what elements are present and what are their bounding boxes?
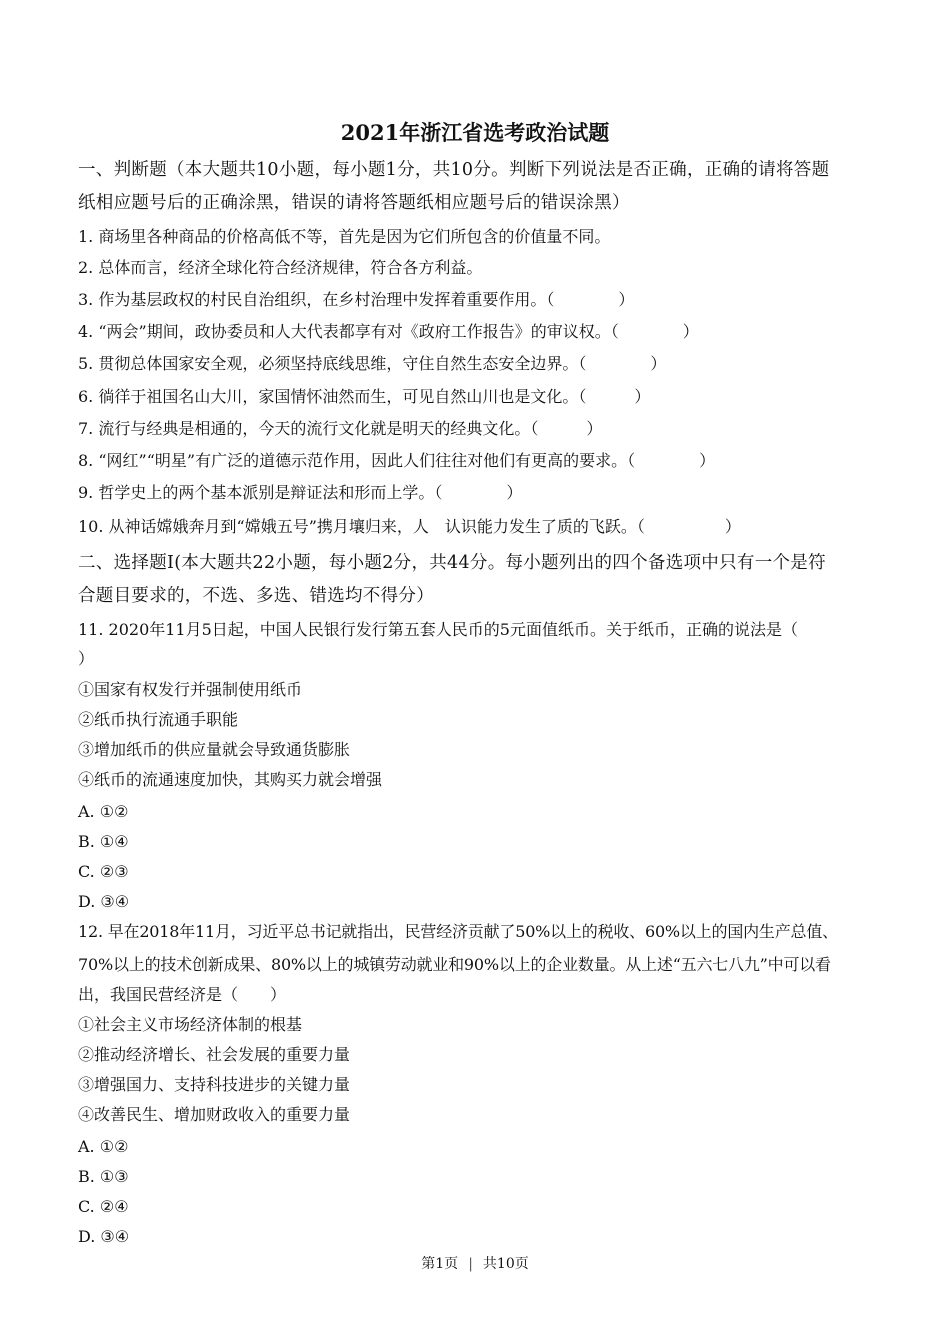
- judge-item: 8. “网红”“明星”有广泛的道德示范作用，因此人们往往对他们有更高的要求。（ ）: [78, 451, 716, 470]
- footer-separator: |: [468, 1256, 473, 1272]
- page-title: 2021年浙江省选考政治试题: [340, 120, 610, 145]
- question-stem: 12. 早在2018年11月，习近平总书记就指出，民营经济贡献了50%以上的税收、60%以上的国内生产总值、: [78, 922, 838, 941]
- judge-item: 7. 流行与经典是相通的，今天的流行文化就是明天的经典文化。（ ）: [78, 419, 603, 438]
- section1-heading: 一、判断题（本大题共10小题，每小题1分，共10分。判断下列说法是否正确，正确的请将答题: [78, 160, 830, 180]
- statement: ②推动经济增长、社会发展的重要力量: [78, 1045, 351, 1064]
- judge-item: 4. “两会”期间，政协委员和人大代表都享有对《政府工作报告》的审议权。（ ）: [78, 322, 699, 341]
- judge-item: 2. 总体而言，经济全球化符合经济规律，符合各方利益。: [78, 258, 483, 277]
- judge-item: 9. 哲学史上的两个基本派别是辩证法和形而上学。（ ）: [78, 483, 523, 502]
- statement: ①社会主义市场经济体制的根基: [78, 1015, 303, 1034]
- judge-item: 10. 从神话嫦娥奔月到“嫦娥五号”携月壤归来，人 认识能力发生了质的飞跃。（ ）: [78, 517, 741, 536]
- option: D. ③④: [78, 892, 130, 911]
- judge-item: 1. 商场里各种商品的价格高低不等，首先是因为它们所包含的价值量不同。: [78, 227, 611, 246]
- question-stem: 11. 2020年11月5日起，中国人民银行发行第五套人民币的5元面值纸币。关于纸币，正确的说法是（: [78, 620, 798, 639]
- statement: ④改善民生、增加财政收入的重要力量: [78, 1105, 351, 1124]
- page-number: 第1页: [421, 1256, 459, 1272]
- statement: ①国家有权发行并强制使用纸币: [78, 680, 303, 699]
- option: A. ①②: [78, 1137, 129, 1156]
- page-total: 共10页: [482, 1256, 529, 1272]
- page-footer: [0, 1253, 950, 1273]
- statement: ③增加纸币的供应量就会导致通货膨胀: [78, 740, 351, 759]
- question-stem: ）: [78, 649, 95, 668]
- option: B. ①③: [78, 1167, 129, 1186]
- statement: ②纸币执行流通手职能: [78, 710, 239, 729]
- section2-heading: 合题目要求的，不选、多选、错选均不得分）: [78, 586, 434, 606]
- judge-item: 3. 作为基层政权的村民自治组织，在乡村治理中发挥着重要作用。（ ）: [78, 290, 635, 309]
- option: C. ②③: [78, 862, 129, 881]
- judge-item: 5. 贯彻总体国家安全观，必须坚持底线思维，守住自然生态安全边界。（ ）: [78, 354, 667, 373]
- option: B. ①④: [78, 832, 129, 851]
- statement: ③增强国力、支持科技进步的关键力量: [78, 1075, 351, 1094]
- option: D. ③④: [78, 1227, 130, 1246]
- question-stem: 70%以上的技术创新成果、80%以上的城镇劳动就业和90%以上的企业数量。从上述“五六七八九”中可以看: [78, 955, 831, 974]
- option: C. ②④: [78, 1197, 129, 1216]
- question-stem: 出，我国民营经济是（ ）: [78, 985, 287, 1004]
- section1-heading: 纸相应题号后的正确涂黑，错误的请将答题纸相应题号后的错误涂黑）: [78, 193, 630, 213]
- judge-item: 6. 徜徉于祖国名山大川，家国情怀油然而生，可见自然山川也是文化。（ ）: [78, 387, 651, 406]
- section2-heading: 二、选择题I(本大题共22小题，每小题2分，共44分。每小题列出的四个备选项中只有一个是符: [78, 553, 826, 573]
- option: A. ①②: [78, 802, 129, 821]
- statement: ④纸币的流通速度加快，其购买力就会增强: [78, 770, 383, 789]
